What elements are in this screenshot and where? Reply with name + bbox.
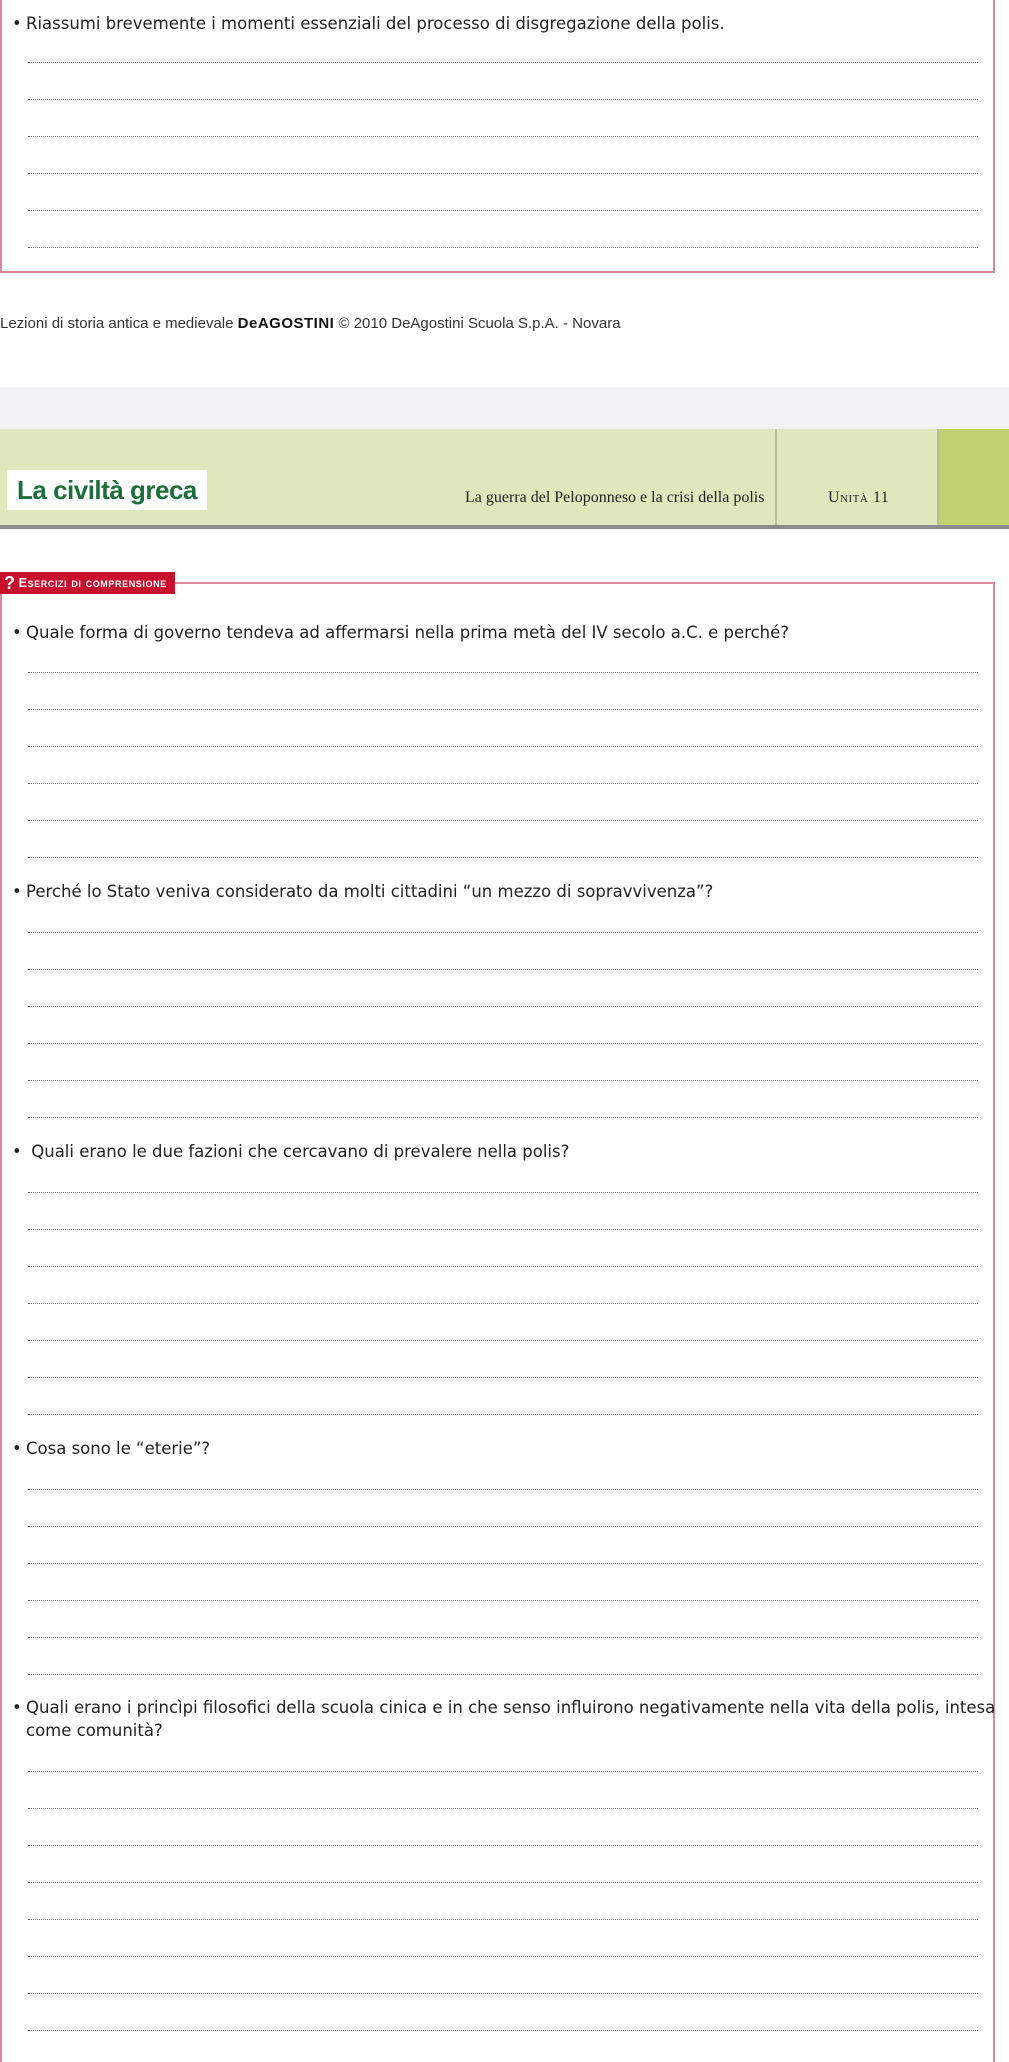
question-5: • Quali erano i princìpi filosofici della scuola cinica e in che senso influirono negativamente nella vita della polis, intesa	[12, 1698, 996, 1717]
answer-line[interactable]	[28, 1006, 978, 1007]
answer-line[interactable]	[28, 1563, 978, 1564]
answer-line[interactable]	[28, 99, 978, 100]
answer-line[interactable]	[28, 210, 978, 211]
answer-line[interactable]	[28, 1229, 978, 1230]
question-mark-icon: ?	[4, 573, 16, 593]
question-5-continued: come comunità?	[26, 1721, 163, 1740]
page-footer	[0, 315, 621, 332]
header-accent-block	[939, 429, 1009, 525]
bullet-icon: •	[12, 1439, 22, 1458]
answer-line[interactable]	[28, 1674, 978, 1675]
answer-line[interactable]	[28, 1266, 978, 1267]
answer-line[interactable]	[28, 1637, 978, 1638]
answer-line[interactable]	[28, 1377, 978, 1378]
answer-line[interactable]	[28, 932, 978, 933]
answer-line[interactable]	[28, 746, 978, 747]
bullet-icon: •	[12, 14, 22, 33]
answer-line[interactable]	[28, 1303, 978, 1304]
answer-line[interactable]	[28, 1414, 978, 1415]
answer-line[interactable]	[28, 1771, 978, 1772]
answer-line[interactable]	[28, 247, 978, 248]
answer-line[interactable]	[28, 1489, 978, 1490]
answer-line[interactable]	[28, 1043, 978, 1044]
answer-line[interactable]	[28, 1340, 978, 1341]
header-divider	[775, 429, 777, 525]
bullet-icon: •	[12, 882, 22, 901]
bullet-icon: •	[12, 1142, 22, 1161]
answer-line[interactable]	[28, 1808, 978, 1809]
question-top: • Riassumi brevemente i momenti essenziali del processo di disgregazione della polis.	[12, 14, 725, 33]
footer-copyright: © 2010 DeAgostini Scuola S.p.A. - Novara	[338, 315, 621, 332]
question-3: • Quali erano le due fazioni che cercavano di prevalere nella polis?	[12, 1142, 570, 1161]
answer-line[interactable]	[28, 62, 978, 63]
chapter-subtitle: La guerra del Peloponneso e la crisi della polis	[465, 489, 765, 506]
answer-line[interactable]	[28, 1526, 978, 1527]
question-4: • Cosa sono le “eterie”?	[12, 1439, 211, 1458]
answer-line[interactable]	[28, 1919, 978, 1920]
bullet-icon: •	[12, 623, 22, 642]
answer-line[interactable]	[28, 1600, 978, 1601]
answer-line[interactable]	[28, 173, 978, 174]
publisher-logo: DeAGOSTINI	[237, 315, 335, 332]
answer-line[interactable]	[28, 1993, 978, 1994]
question-2: • Perché lo Stato veniva considerato da molti cittadini “un mezzo di sopravvivenza”?	[12, 882, 714, 901]
answer-line[interactable]	[28, 969, 978, 970]
section-label: ? Esercizi di comprensione	[0, 572, 175, 594]
answer-line[interactable]	[28, 1080, 978, 1081]
question-1: • Quale forma di governo tendeva ad affermarsi nella prima metà del IV secolo a.C. e perché?	[12, 623, 790, 642]
answer-line[interactable]	[28, 1956, 978, 1957]
footer-prefix: Lezioni di storia antica e medievale	[0, 315, 234, 332]
exercises-box	[0, 582, 995, 2062]
answer-line[interactable]	[28, 672, 978, 673]
answer-line[interactable]	[28, 857, 978, 858]
answer-line[interactable]	[28, 1192, 978, 1193]
answer-line[interactable]	[28, 1882, 978, 1883]
answer-line[interactable]	[28, 1117, 978, 1118]
answer-line[interactable]	[28, 136, 978, 137]
answer-line[interactable]	[28, 820, 978, 821]
chapter-header	[0, 429, 1009, 529]
chapter-title: La civiltà greca	[7, 470, 207, 510]
answer-line[interactable]	[28, 783, 978, 784]
answer-line[interactable]	[28, 709, 978, 710]
answer-line[interactable]	[28, 2030, 978, 2031]
page-separator	[0, 387, 1009, 429]
answer-line[interactable]	[28, 1845, 978, 1846]
bullet-icon: •	[12, 1698, 22, 1717]
unit-label: Unità 11	[828, 489, 890, 506]
